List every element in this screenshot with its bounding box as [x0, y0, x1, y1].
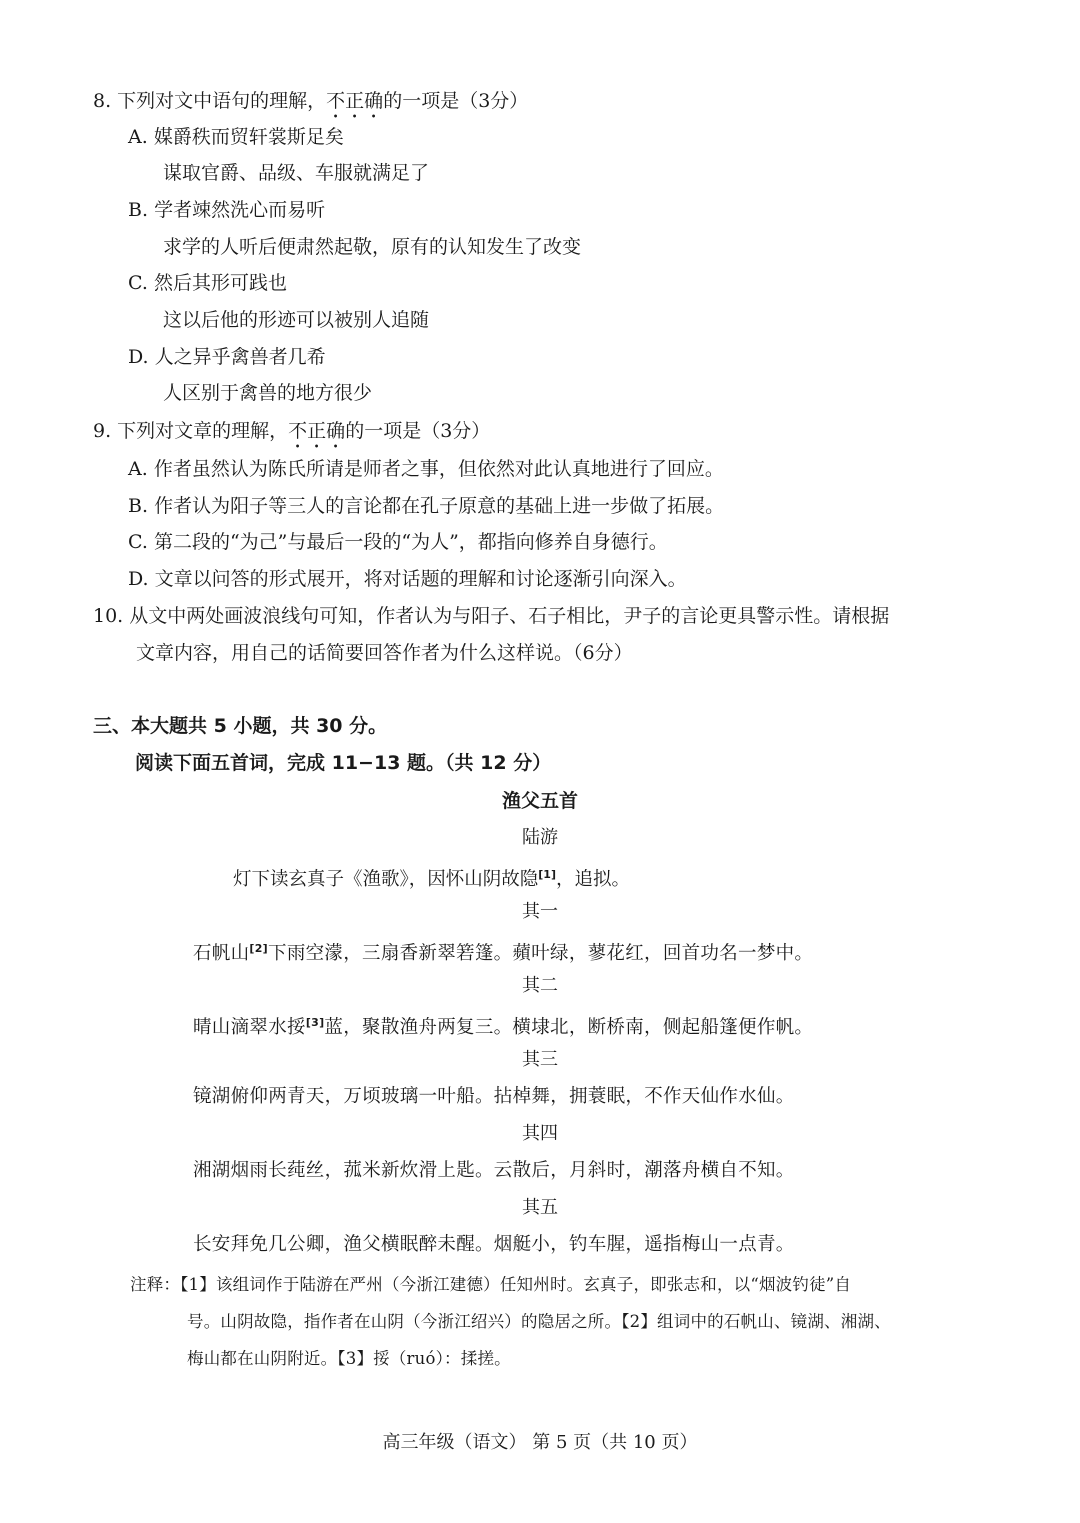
q8-option-d-explanation: 人区别于禽兽的地方很少 — [163, 382, 373, 404]
option-text: 媒爵秩而贸轩裳斯足矣 — [153, 126, 344, 148]
q8-stem-emphasis: 不正确 — [326, 90, 384, 112]
option-label: D. — [128, 568, 149, 590]
q8-stem-part: 的一项是（3分） — [383, 90, 529, 112]
option-label: B. — [128, 199, 149, 221]
q9-option-a — [128, 456, 724, 482]
option-label: D. — [128, 346, 149, 368]
option-label: B. — [128, 495, 149, 517]
q8-option-b — [128, 197, 325, 223]
option-text: 第二段的“为己”与最后一段的“为人”，都指向修养自身德行。 — [153, 531, 668, 553]
option-label: A. — [128, 126, 148, 148]
poem-author: 陆游 — [522, 827, 558, 848]
option-text: 作者认为阳子等三人的言论都在孔子原意的基础上进一步做了拓展。 — [154, 495, 725, 517]
q10-stem: 10. 从文中两处画波浪线句可知，作者认为与阳子、石子相比，尹子的言论更具警示性。请根据 — [93, 605, 890, 627]
q9-option-b — [128, 493, 724, 519]
stanza-4-heading: 其四 — [522, 1123, 558, 1144]
q8-option-a — [128, 124, 344, 150]
stanza-text: 下雨空濛，三扇香新翠箬篷。蘋叶绿，蓼花红，回首功名一梦中。 — [268, 943, 814, 964]
q8-option-d — [128, 344, 326, 370]
stanza-5-text: 长安拜免几公卿，渔父横眠醉未醒。烟艇小，钓车腥，遥指梅山一点青。 — [193, 1234, 795, 1255]
section3-instruction: 阅读下面五首词，完成 11−13 题。（共 12 分） — [135, 752, 552, 774]
option-label: C. — [128, 531, 148, 553]
poem-preface — [233, 862, 630, 893]
section3-heading: 三、本大题共 5 小题，共 30 分。 — [93, 715, 388, 737]
stanza-4-text: 湘湖烟雨长莼丝，菰米新炊滑上匙。云散后，月斜时，潮落舟横自不知。 — [193, 1160, 795, 1181]
stanza-1-heading: 其一 — [522, 901, 558, 922]
notes-line-2: 号。山阴故隐，指作者在山阴（今浙江绍兴）的隐居之所。【2】组词中的石帆山、镜湖、湘湖、 — [187, 1312, 891, 1331]
poem-title: 渔父五首 — [501, 790, 578, 812]
stanza-3-heading: 其三 — [522, 1049, 558, 1070]
q9-stem-part: 9. 下列对文章的理解， — [93, 420, 289, 442]
q9-stem-part: 的一项是（3分） — [345, 420, 491, 442]
q10-stem-continued: 文章内容，用自己的话简要回答作者为什么这样说。（6分） — [136, 642, 633, 664]
stanza-text: 晴山滴翠水挼 — [193, 1017, 306, 1038]
q9-stem-emphasis: 不正确 — [288, 420, 346, 442]
notes-line-3: 梅山都在山阴附近。【3】挼（ruó）：揉搓。 — [187, 1349, 511, 1368]
stanza-3-text: 镜湖俯仰两青天，万顷玻璃一叶船。拈棹舞，拥蓑眠，不作天仙作水仙。 — [193, 1086, 795, 1107]
stanza-2-text — [193, 1010, 813, 1041]
stanza-text: 石帆山 — [193, 943, 250, 964]
page-footer: 高三年级（语文） 第 5 页（共 10 页） — [382, 1432, 698, 1453]
stanza-1-text — [193, 936, 813, 967]
footnote-ref: [2] — [249, 942, 269, 955]
q9-option-d — [128, 566, 687, 592]
q9-option-c — [128, 529, 668, 555]
stanza-5-heading: 其五 — [522, 1197, 558, 1218]
footnote-ref: [1] — [538, 868, 556, 881]
preface-text: 灯下读玄真子《渔歌》，因怀山阴故隐 — [233, 869, 539, 890]
option-text: 学者竦然洗心而易听 — [154, 199, 326, 221]
q8-stem — [93, 88, 528, 123]
q9-stem — [93, 418, 490, 453]
q8-stem-part: 8. 下列对文中语句的理解， — [93, 90, 327, 112]
q8-option-c — [128, 270, 287, 296]
option-text: 人之异乎禽兽者几希 — [154, 346, 326, 368]
notes-line-1: 注释：【1】该组词作于陆游在严州（今浙江建德）任知州时。玄真子，即张志和，以“烟波钓徒”自 — [130, 1275, 852, 1294]
option-text: 然后其形可践也 — [153, 272, 287, 294]
option-label: C. — [128, 272, 148, 294]
option-text: 文章以问答的形式展开，将对话题的理解和讨论逐渐引向深入。 — [154, 568, 687, 590]
option-label: A. — [128, 458, 148, 480]
footnote-ref: [3] — [305, 1016, 325, 1029]
stanza-text: 蓝，聚散渔舟两复三。横埭北，断桥南，侧起船篷便作帆。 — [324, 1017, 814, 1038]
option-text: 作者虽然认为陈氏所请是师者之事，但依然对此认真地进行了回应。 — [153, 458, 724, 480]
q8-option-c-explanation: 这以后他的形迹可以被别人追随 — [163, 309, 430, 331]
q8-option-a-explanation: 谋取官爵、品级、车服就满足了 — [163, 162, 430, 184]
q8-option-b-explanation: 求学的人听后便肃然起敬，原有的认知发生了改变 — [163, 236, 582, 258]
stanza-2-heading: 其二 — [522, 975, 558, 996]
preface-text: ，追拟。 — [555, 869, 630, 890]
